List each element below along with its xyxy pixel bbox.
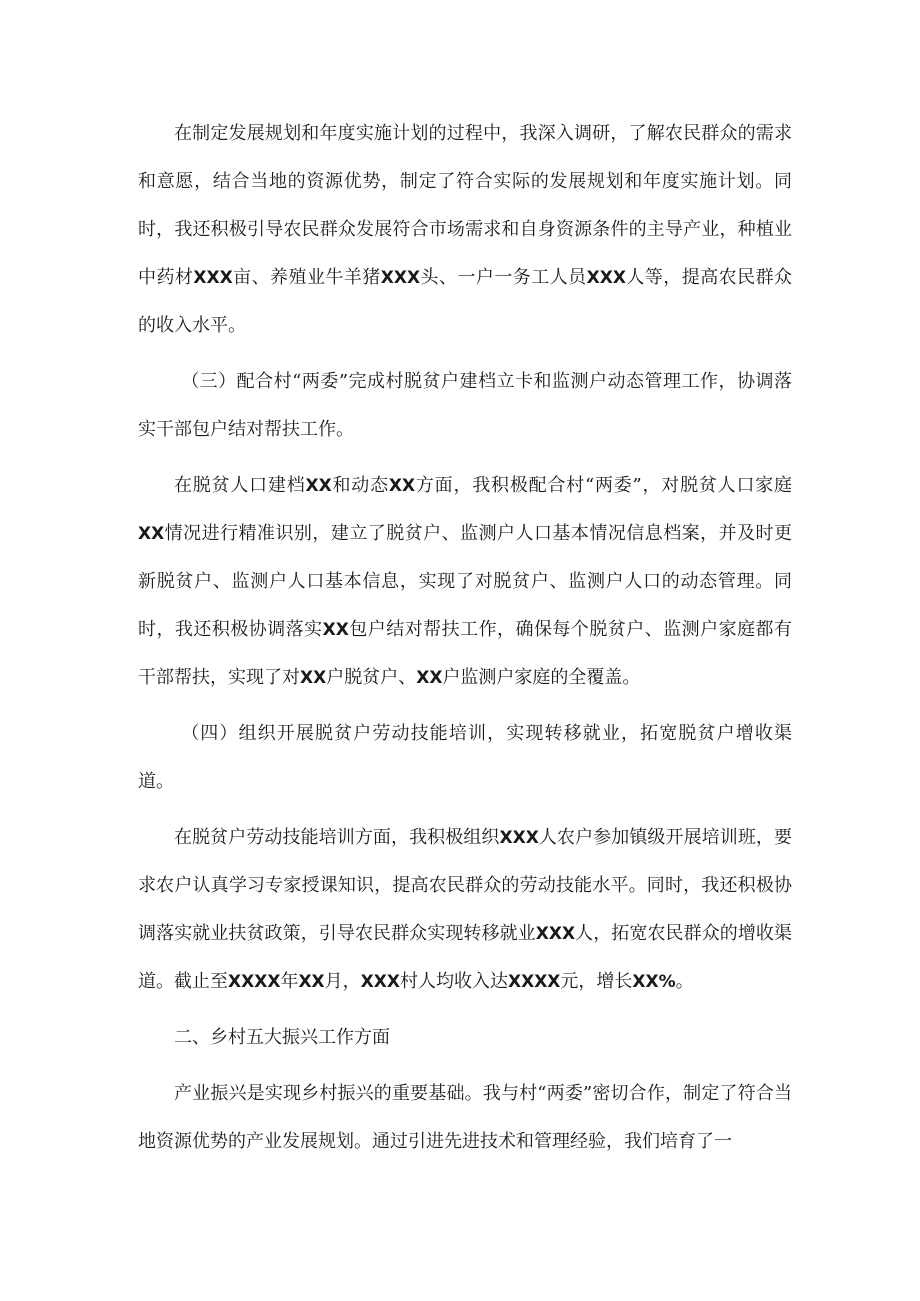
section-heading: [138, 358, 792, 454]
placeholder-value: XX: [416, 668, 443, 688]
text-run: 月，: [324, 971, 361, 992]
section-heading: [138, 710, 792, 806]
placeholder-value: XXX: [193, 268, 233, 288]
text-run: 年: [280, 971, 299, 992]
text-run: 二、乡村五大振兴工作方面: [174, 1027, 390, 1048]
body-paragraph: [138, 1070, 792, 1166]
placeholder-value: XX: [298, 972, 325, 992]
text-run: 在脱贫户劳动技能培训方面，我积极组织: [174, 827, 500, 848]
placeholder-value: XXX: [499, 828, 539, 848]
body-paragraph: [138, 462, 792, 702]
text-run: 人农户参加镇级开展培训班，要求农户认真学习专家授课知识，提高农民群众的劳动技能水平。同时，我还积极协调落实就业扶贫政策，引导农民群众实现转移就业: [138, 827, 793, 944]
placeholder-value: XXX: [586, 268, 626, 288]
text-run: 在制定发展规划和年度实施计划的过程中，我深入调研，了解农民群众的需求和意愿，结合当地的资源优势，制定了符合实际的发展规划和年度实施计划。同时，我还积极引导农民群众发展符合市场需求和自身资源条件的主导产业，种植业中药材: [138, 123, 792, 288]
placeholder-value: XX: [300, 668, 327, 688]
text-run: 。: [675, 971, 694, 992]
body-paragraph: [138, 1014, 792, 1062]
document-body: [138, 110, 792, 1166]
body-paragraph: [138, 110, 792, 350]
text-run: 人等，提高农民群众的收入水平。: [138, 267, 793, 336]
text-run: 村人均收入达: [399, 971, 508, 992]
placeholder-value: XXXX: [507, 972, 561, 992]
placeholder-value: XX: [138, 524, 165, 544]
placeholder-value: XXX: [535, 924, 576, 944]
text-run: 和动态: [331, 475, 389, 496]
text-run: 方面，我积极配合村“两委”，对脱贫人口家庭: [415, 475, 793, 496]
body-paragraph: [138, 814, 792, 1006]
placeholder-value: XXX: [360, 972, 400, 992]
text-run: 情况进行精准识别，建立了脱贫户、监测户人口基本情况信息档案，并及时更新脱贫户、监测户人口基本信息，实现了对脱贫户、监测户人口的动态管理。同时，我还积极协调落实: [138, 523, 792, 640]
placeholder-value: XXXX: [228, 972, 281, 992]
placeholder-value: XX: [322, 620, 349, 640]
text-run: 元，增长: [560, 971, 633, 992]
placeholder-value: XXX: [380, 268, 421, 288]
text-run: 户脱贫户、: [326, 667, 417, 688]
text-run: 在脱贫人口建档: [174, 475, 306, 496]
text-run: 人，拓宽农民群众的增收渠道。截止至: [138, 923, 793, 992]
text-run: 产业振兴是实现乡村振兴的重要基础。我与村“两委”密切合作，制定了符合当地资源优势的产业发展规划。通过引进先进技术和管理经验，我们培育了一: [138, 1083, 792, 1152]
text-run: 亩、养殖业牛羊猪: [232, 267, 381, 288]
text-run: （四）组织开展脱贫户劳动技能培训，实现转移就业，拓宽脱贫户增收渠道。: [138, 723, 792, 792]
text-run: 包户结对帮扶工作，确保每个脱贫户、监测户家庭都有干部帮扶，实现了对: [138, 619, 792, 688]
text-run: 头、一户一务工人员: [420, 267, 587, 288]
placeholder-value: XX%: [632, 972, 676, 992]
placeholder-value: XX: [305, 476, 332, 496]
placeholder-value: XX: [388, 476, 416, 496]
text-run: 户监测户家庭的全覆盖。: [442, 667, 641, 688]
text-run: （三）配合村“两委”完成村脱贫户建档立卡和监测户动态管理工作，协调落实干部包户结对帮扶工作。: [138, 371, 792, 440]
